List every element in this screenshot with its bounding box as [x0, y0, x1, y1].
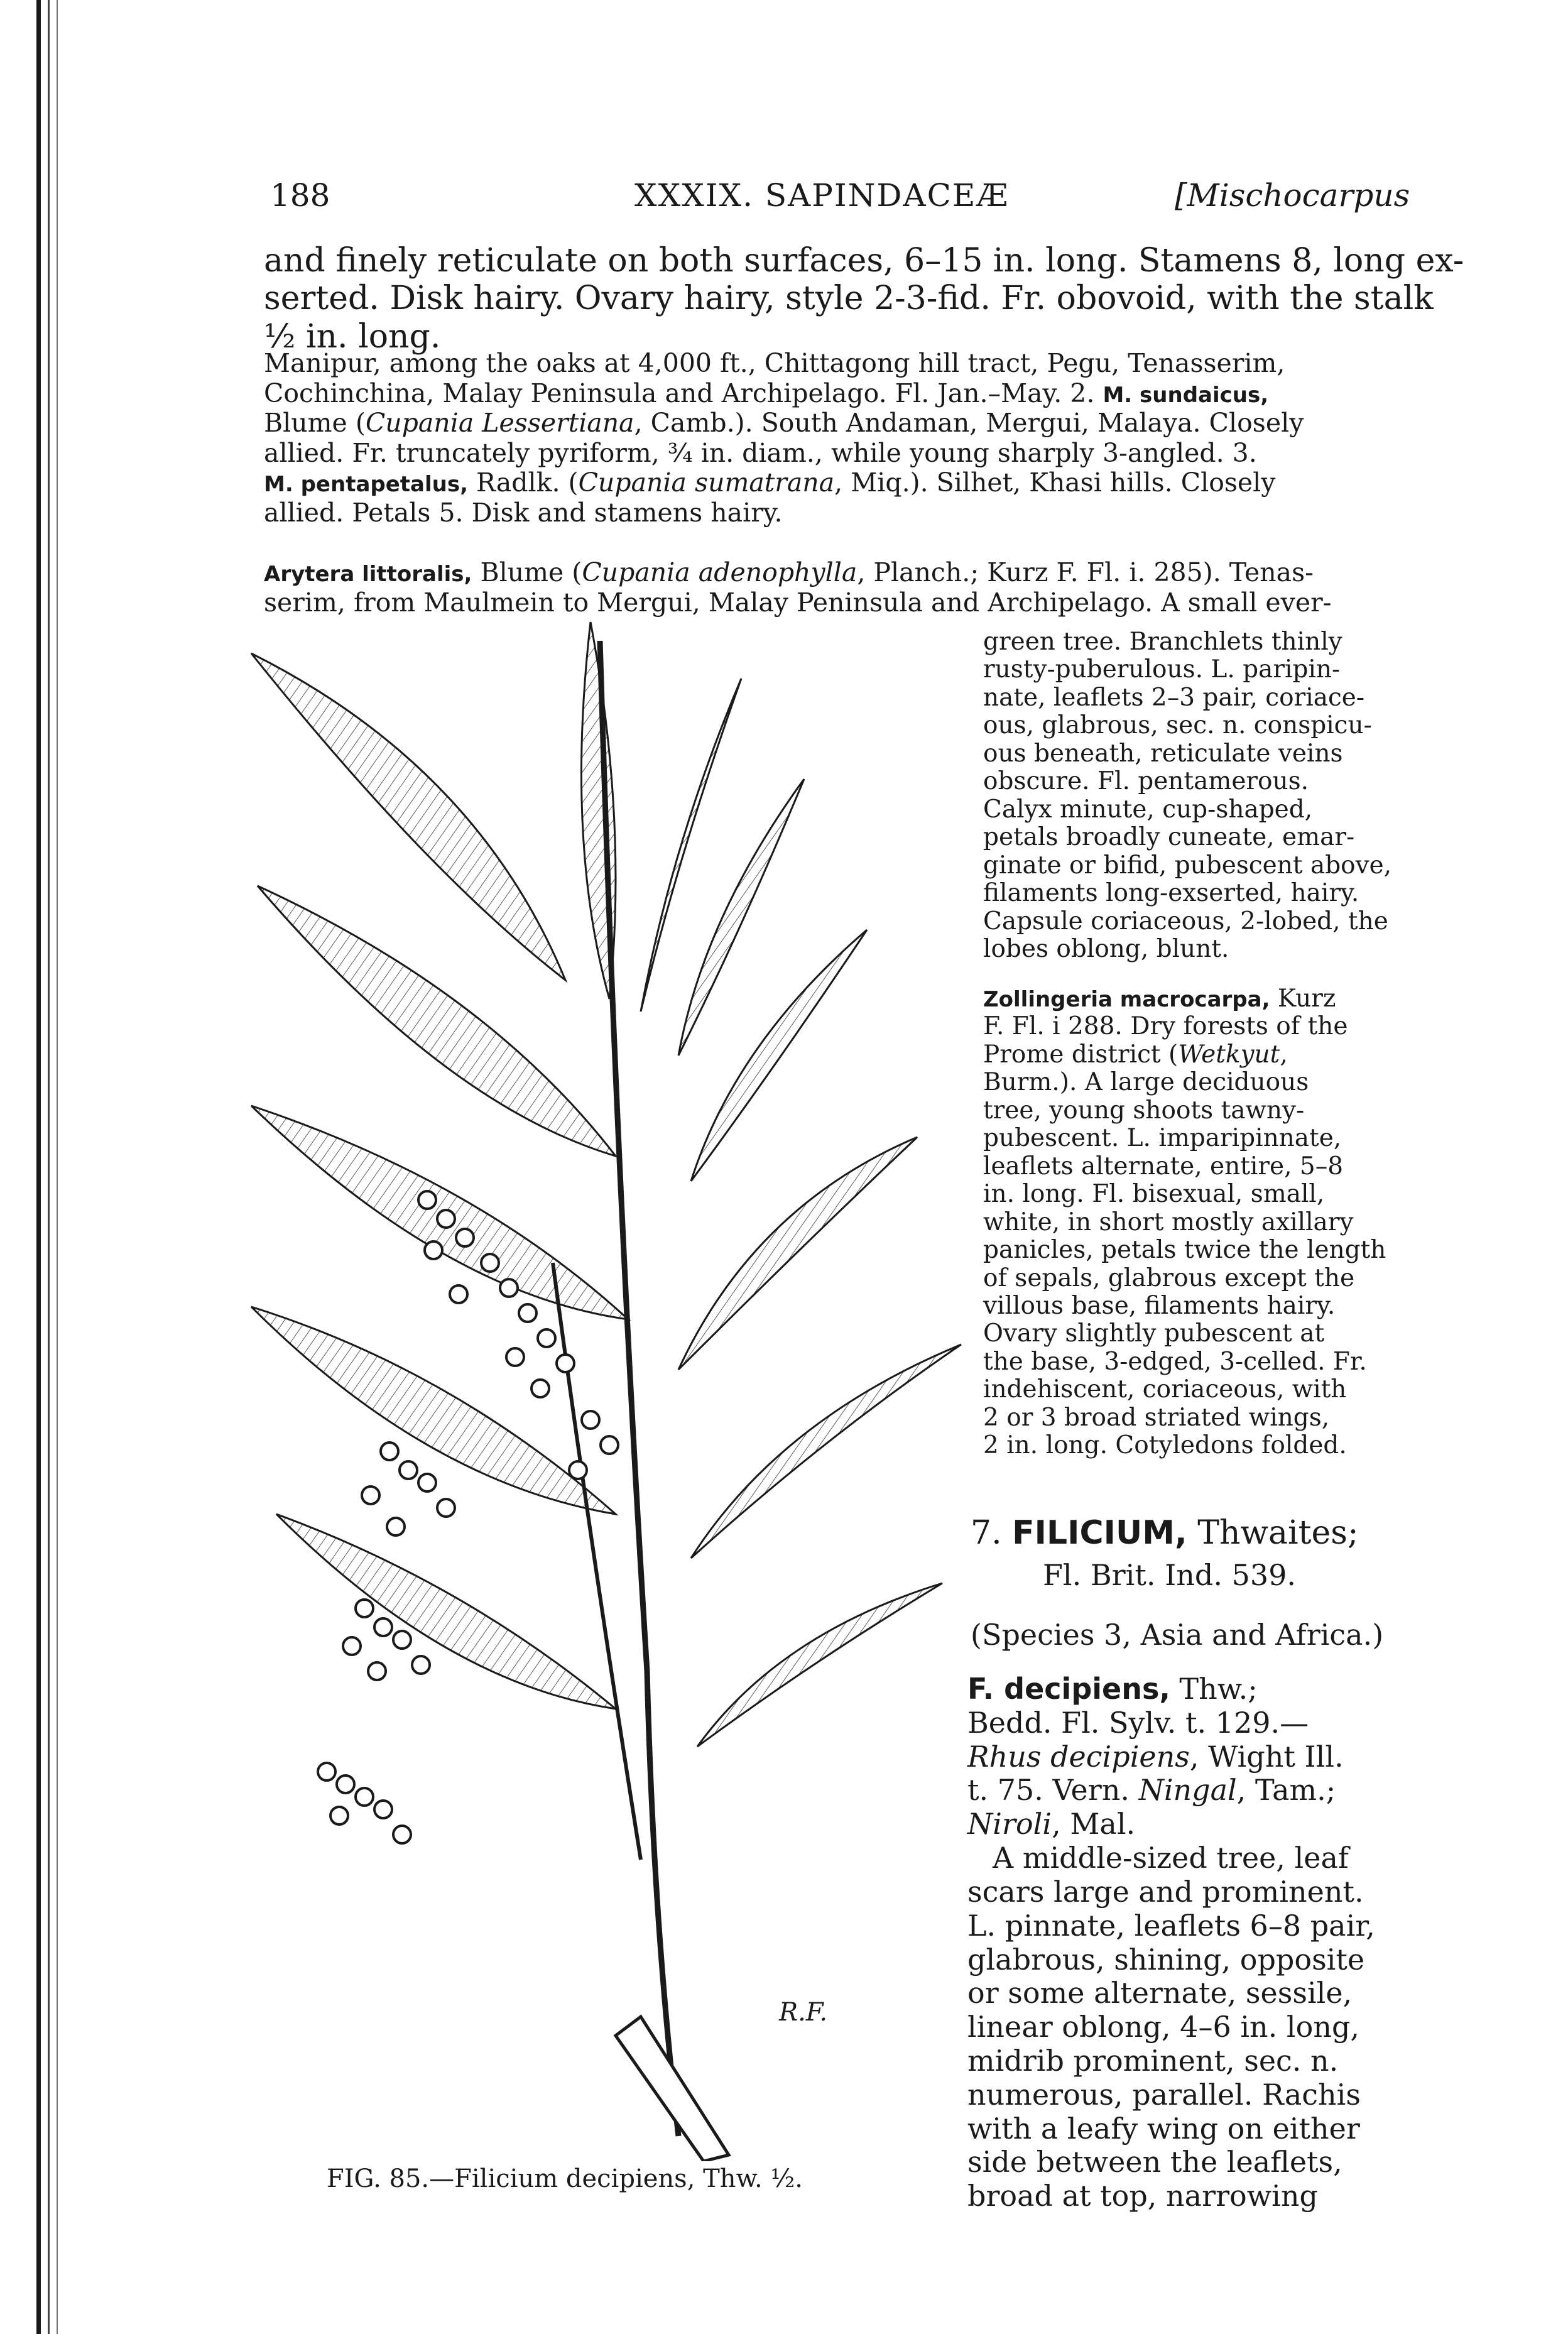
text-line: glabrous, shining, opposite — [967, 1942, 1365, 1977]
text-line: Manipur, among the oaks at 4,000 ft., Chittagong hill tract, Pegu, Tenasserim, — [264, 348, 1285, 378]
text-line: side between the leaflets, — [967, 2145, 1342, 2179]
text-line: M. pentapetalus, Radlk. (Cupania sumatrana, Miq.). Silhet, Khasi hills. Closely — [264, 467, 1276, 498]
text-line: serim, from Maulmein to Mergui, Malay Peninsula and Archipelago. A small ever- — [264, 587, 1332, 618]
vernacular-name: Wetkyut — [1178, 1040, 1280, 1069]
text-line: indehiscent, coriaceous, with — [983, 1375, 1347, 1404]
mischocarpus-notes — [264, 349, 1395, 528]
page-number: 188 — [270, 177, 330, 214]
text-line: F. decipiens, Thw.; — [967, 1672, 1258, 1706]
text-line: Zollingeria macrocarpa, Kurz — [983, 984, 1336, 1013]
text-line: Calyx minute, cup-shaped, — [983, 795, 1313, 824]
text-line: white, in short mostly axillary — [983, 1208, 1354, 1236]
vernacular-name: Ningal — [1138, 1773, 1237, 1808]
text-line: F. Fl. i 288. Dry forests of the — [983, 1012, 1348, 1041]
species-name: M. pentapetalus, — [264, 472, 468, 498]
filicium-illustration — [239, 603, 980, 2161]
text-line: scars large and prominent. — [967, 1874, 1364, 1909]
text-line: tree, young shoots tawny- — [983, 1096, 1305, 1125]
text-line: green tree. Branchlets thinly — [983, 628, 1342, 656]
text-line: Arytera littoralis, Blume (Cupania adenophylla, Planch.; Kurz F. Fl. i. 285). Tenas- — [264, 557, 1314, 587]
running-head: [Mischocarpus — [1175, 177, 1410, 214]
text-line: in. long. Fl. bisexual, small, — [983, 1180, 1325, 1209]
text-line: Niroli, Mal. — [967, 1807, 1136, 1841]
text-line: Burm.). A large deciduous — [983, 1068, 1309, 1097]
genus-name: FILICIUM, — [1012, 1514, 1187, 1552]
binding-edge — [36, 0, 41, 2334]
text-line: allied. Fr. truncately pyriform, ¾ in. diam., while young sharply 3-angled. 3. — [264, 437, 1257, 468]
synonym: Cupania sumatrana — [578, 467, 835, 498]
text-line: A middle-sized tree, leaf — [993, 1841, 1349, 1875]
text-line: petals broadly cuneate, emar- — [983, 823, 1355, 852]
species-name: M. sundaicus, — [1102, 382, 1269, 408]
text-line: filaments long-exserted, hairy. — [983, 879, 1359, 908]
text-line: Rhus decipiens, Wight Ill. — [967, 1739, 1344, 1774]
genus-reference: Fl. Brit. Ind. 539. — [1043, 1558, 1297, 1592]
synonym: Cupania adenophylla — [582, 557, 858, 587]
text-line: pubescent. L. imparipinnate, — [983, 1124, 1342, 1153]
binding-edge — [48, 0, 50, 2334]
text-line: nate, leaflets 2–3 pair, coriace- — [983, 683, 1365, 712]
zollingeria-entry — [983, 985, 1385, 1460]
text-line: broad at top, narrowing — [967, 2179, 1318, 2213]
text-line: with a leafy wing on either — [967, 2111, 1360, 2146]
text-line: t. 75. Vern. Ningal, Tam.; — [967, 1773, 1336, 1808]
branch-stub — [616, 2017, 729, 2161]
synonym: Rhus decipiens — [967, 1739, 1190, 1774]
species-name: Arytera littoralis, — [264, 562, 472, 587]
text-line: villous base, filaments hairy. — [983, 1291, 1336, 1320]
text-line: serted. Disk hairy. Ovary hairy, style 2-3-fid. Fr. obovoid, with the stalk — [264, 280, 1434, 318]
text-line: Cochinchina, Malay Peninsula and Archipelago. Fl. Jan.–May. 2. M. sundaicus, — [264, 378, 1269, 408]
arytera-description — [983, 628, 1392, 963]
binding-edge — [57, 0, 58, 2334]
text-line: midrib prominent, sec. n. — [967, 2043, 1339, 2078]
filicium-species-entry — [967, 1672, 1388, 2213]
text-line: linear oblong, 4–6 in. long, — [967, 2010, 1360, 2044]
text-line: Capsule coriaceous, 2-lobed, the — [983, 907, 1388, 935]
text-line: Bedd. Fl. Sylv. t. 129.— — [967, 1705, 1309, 1740]
text-line: numerous, parallel. Rachis — [967, 2077, 1361, 2112]
section-title: XXXIX. SAPINDACEÆ — [634, 177, 1010, 214]
species-name: Zollingeria macrocarpa, — [983, 987, 1270, 1012]
text-line: and finely reticulate on both surfaces, 6–15 in. long. Stamens 8, long ex- — [264, 242, 1464, 280]
illustrator-initials: R.F. — [779, 1998, 828, 2027]
text-line: lobes oblong, blunt. — [983, 934, 1229, 963]
figure-caption: FIG. 85.—Filicium decipiens, Thw. ½. — [327, 2164, 803, 2193]
text-line: ous, glabrous, sec. n. conspicu- — [983, 711, 1372, 740]
synonym: Cupania Lessertiana — [365, 408, 634, 439]
text-line: rusty-puberulous. L. paripin- — [983, 655, 1341, 684]
text-line: the base, 3-edged, 3-celled. Fr. — [983, 1347, 1367, 1376]
text-line: Prome district (Wetkyut, — [983, 1040, 1288, 1069]
lead-text — [264, 242, 1464, 356]
text-line: ½ in. long. — [264, 317, 441, 356]
text-line: 2 in. long. Cotyledons folded. — [983, 1431, 1347, 1460]
text-line: obscure. Fl. pentamerous. — [983, 767, 1309, 796]
text-line: leaflets alternate, entire, 5–8 — [983, 1152, 1344, 1181]
text-line: allied. Petals 5. Disk and stamens hairy. — [264, 497, 783, 528]
species-name: F. decipiens, — [967, 1672, 1170, 1706]
genus-heading: 7. FILICIUM, Thwaites; — [971, 1514, 1359, 1552]
vernacular-name: Niroli — [967, 1807, 1052, 1841]
text-line: L. pinnate, leaflets 6–8 pair, — [967, 1908, 1375, 1943]
species-count: (Species 3, Asia and Africa.) — [971, 1618, 1384, 1652]
text-line: ginate or bifid, pubescent above, — [983, 851, 1392, 880]
text-line: panicles, petals twice the length — [983, 1236, 1386, 1265]
text-line: 2 or 3 broad striated wings, — [983, 1403, 1330, 1432]
text-line: ous beneath, reticulate veins — [983, 739, 1343, 768]
text-line: Ovary slightly pubescent at — [983, 1319, 1325, 1348]
text-line: of sepals, glabrous except the — [983, 1263, 1355, 1292]
text-line: or some alternate, sessile, — [967, 1976, 1353, 2010]
text-line: Blume (Cupania Lessertiana, Camb.). South Andaman, Mergui, Malaya. Closely — [264, 408, 1304, 439]
